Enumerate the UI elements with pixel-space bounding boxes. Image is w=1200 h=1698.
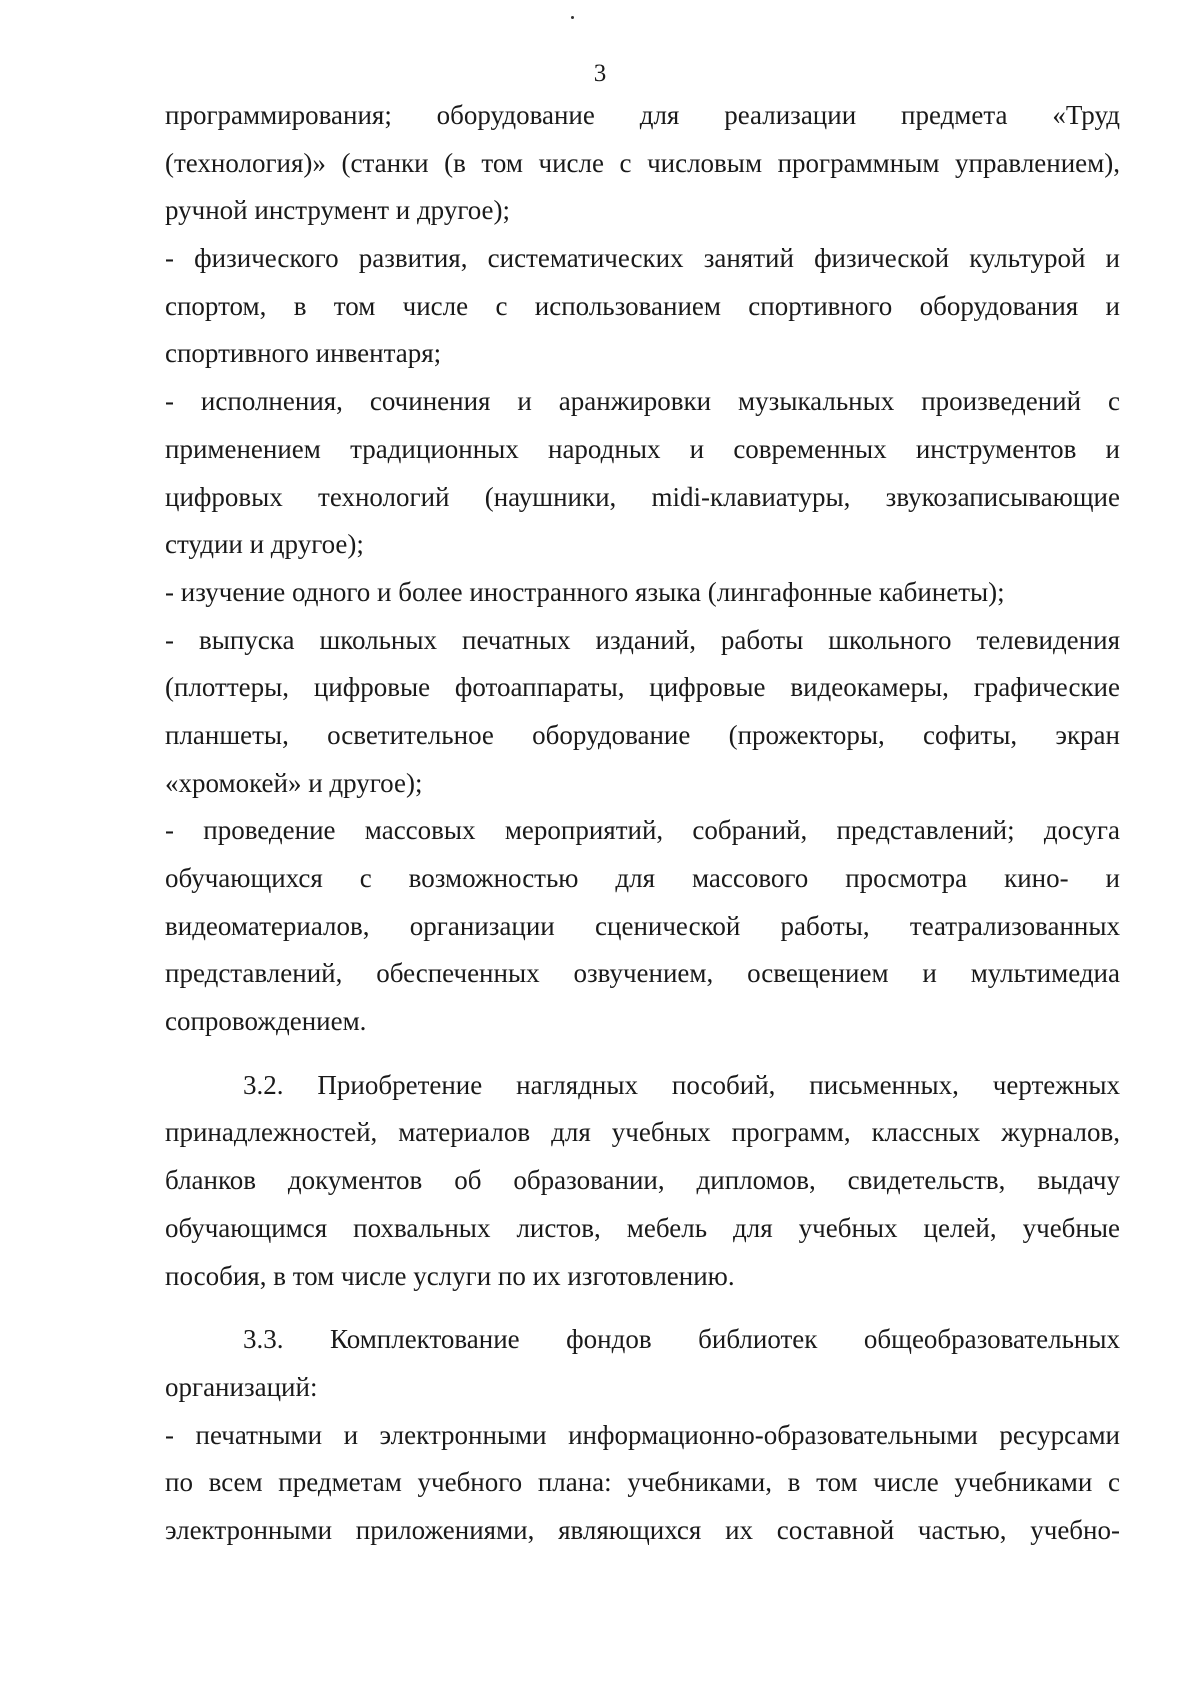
text-line: - печатными и электронными информационно-образовательными ресурсами — [165, 1419, 1120, 1450]
text-line: цифровых технологий (наушники, midi-клавиатуры, звукозаписывающие — [165, 481, 1120, 512]
text-line: принадлежностей, материалов для учебных программ, классных журналов, — [165, 1117, 1120, 1148]
text-line: организаций: — [165, 1371, 318, 1402]
text-line: студии и другое); — [165, 529, 364, 560]
text-line: планшеты, осветительное оборудование (прожекторы, софиты, экран — [165, 719, 1120, 750]
text-line: видеоматериалов, организации сценической работы, театрализованных — [165, 910, 1120, 941]
text-line: спортивного инвентаря; — [165, 338, 442, 369]
text-line: - изучение одного и более иностранного языка (лингафонные кабинеты); — [165, 576, 1005, 607]
text-line: - проведение массовых мероприятий, собраний, представлений; досуга — [165, 815, 1120, 846]
text-line: «хромокей» и другое); — [165, 767, 423, 798]
text-line: обучающихся с возможностью для массового просмотра кино- и — [165, 863, 1120, 893]
text-line: применением традиционных народных и современных инструментов и — [165, 433, 1120, 464]
text-line: электронными приложениями, являющихся их составной частью, учебно- — [165, 1514, 1120, 1545]
text-line: по всем предметам учебного плана: учебниками, в том числе учебниками с — [165, 1467, 1120, 1498]
text-line: спортом, в том числе с использованием спортивного оборудования и — [165, 290, 1120, 321]
page-number: 3 — [593, 60, 607, 87]
text-line: ручной инструмент и другое); — [165, 195, 511, 226]
text-line: пособия, в том числе услуги по их изготовлению. — [165, 1260, 735, 1291]
text-line: - выпуска школьных печатных изданий, работы школьного телевидения — [165, 624, 1120, 655]
text-line: - физического развития, систематических занятий физической культурой и — [165, 243, 1120, 274]
text-line: обучающимся похвальных листов, мебель для учебных целей, учебные — [165, 1212, 1120, 1243]
section-3-3-heading-line: 3.3. Комплектование фондов библиотек общеобразовательных — [243, 1324, 1120, 1355]
text-line: (плоттеры, цифровые фотоаппараты, цифровые видеокамеры, графические — [165, 672, 1120, 703]
section-3-2-heading-line: 3.2. Приобретение наглядных пособий, письменных, чертежных — [243, 1069, 1120, 1100]
text-line: программирования; оборудование для реализации предмета «Труд — [165, 100, 1120, 130]
scan-speck — [571, 16, 574, 19]
text-line: бланков документов об образовании, дипломов, свидетельств, выдачу — [165, 1165, 1120, 1196]
document-body — [165, 92, 1120, 1555]
text-line: представлений, обеспеченных озвучением, освещением и мультимедиа — [165, 958, 1120, 989]
text-line: (технология)» (станки (в том числе с числовым программным управлением), — [165, 147, 1120, 178]
text-line: сопровождением. — [165, 1006, 367, 1037]
text-line: - исполнения, сочинения и аранжировки музыкальных произведений с — [165, 386, 1120, 417]
